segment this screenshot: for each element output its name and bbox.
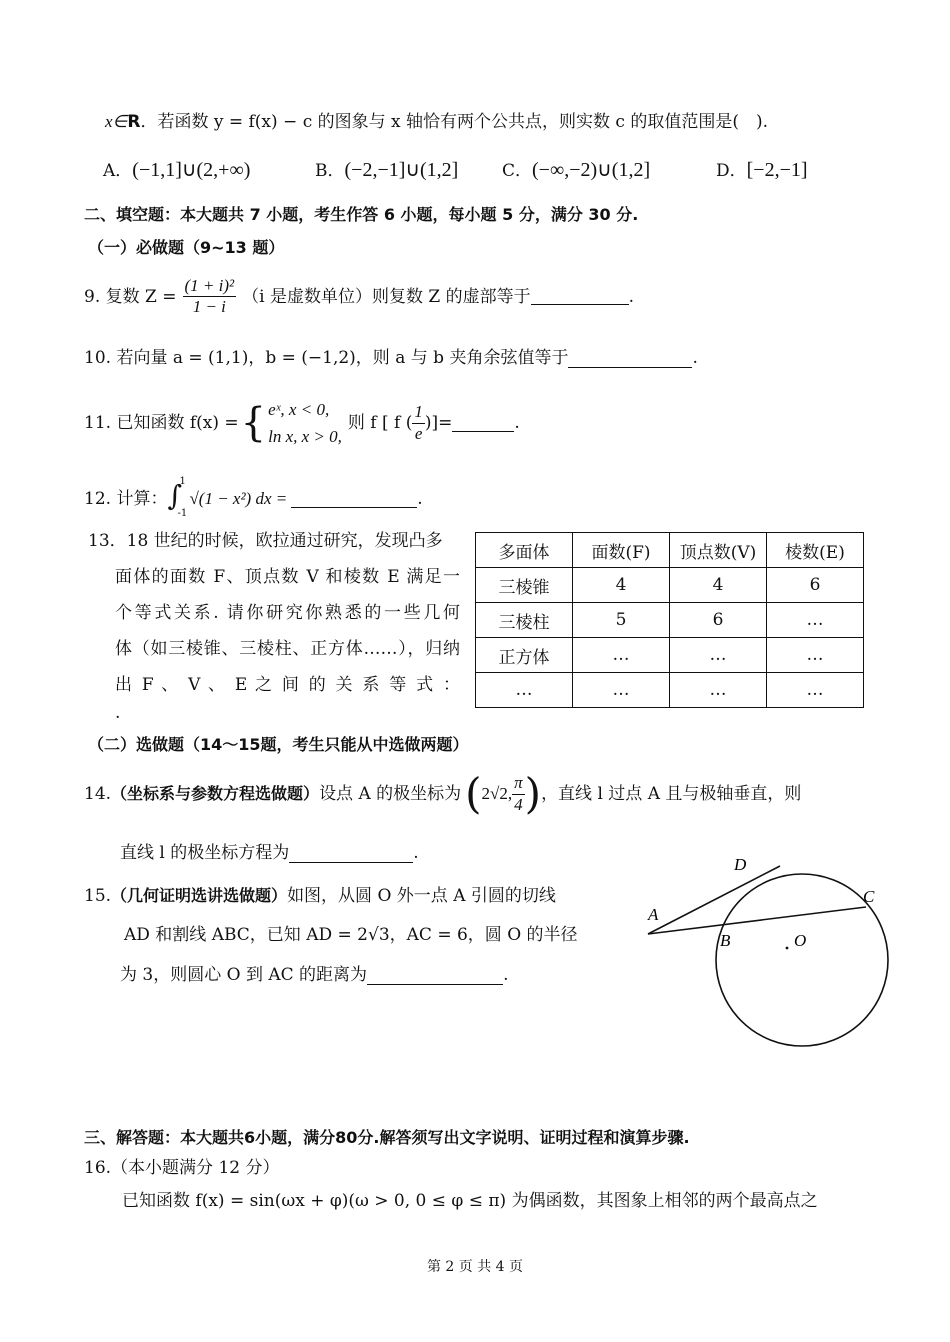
q15-answer-blank[interactable] (367, 968, 503, 985)
q13-line-6: . (115, 703, 121, 723)
q9-answer-blank[interactable] (531, 288, 629, 305)
center-point-o (786, 947, 789, 950)
section3-title: 三、解答题：本大题共6小题，满分80分.解答须写出文字说明、证明过程和演算步骤. (84, 1128, 690, 1147)
q14-answer-blank[interactable] (289, 846, 413, 863)
q15-figure (630, 848, 890, 1048)
q11-fraction: $\frac{1}{e}$ (414, 402, 423, 443)
label-a: A (648, 905, 659, 924)
q14: 14. （坐标系与参数方程选做题） 设点 A 的极坐标为 ( 2√2, $\frac{\pi}{4}$ ) ，直线 l 过点 A 且与极轴垂直，则 (84, 769, 802, 818)
left-paren-icon: ( (465, 769, 482, 818)
q12-answer-blank[interactable] (291, 491, 417, 508)
q13-line-3: 个等式关系. 请你研究你熟悉的一些几何 (115, 603, 460, 623)
q11-brace: { (240, 400, 267, 447)
table-row: 正方体 … … … (476, 638, 864, 673)
q16-header: 16.（本小题满分 12 分） (84, 1158, 280, 1178)
q8-stem-pre: x∈ (105, 112, 128, 131)
q8-option-d: D．[−2,−1] (716, 159, 808, 181)
section2-part2-title: （二）选做题（14～15题，考生只能从中选做两题） (88, 735, 469, 754)
q13-line-2: 面体的面数 F、顶点数 V 和棱数 E 满足一 (115, 567, 460, 587)
label-o: O (794, 931, 807, 950)
q12-integral: ∫ 1 -1 (167, 476, 188, 519)
q8-option-a: A．(−1,1]∪(2,+∞) (103, 159, 251, 181)
integral-sign-icon: ∫ (167, 479, 183, 512)
page-footer: 第 2 页 共 4 页 (426, 1259, 524, 1275)
q9: 9. 复数 Z = $\frac{\text{(1 + i)²}}{1 - i}$ （i 是虚数单位）则复数 Z 的虚部等于 . (84, 276, 634, 317)
q13-line-4: 体（如三棱锥、三棱柱、正方体……），归纳 (115, 639, 460, 659)
q13-line-1: 13．18 世纪的时候，欧拉通过研究，发现凸多 (88, 531, 443, 551)
table-row: … … … … (476, 673, 864, 708)
q15-line-3: 为 3，则圆心 O 到 AC 的距离为 . (120, 965, 509, 985)
q11-cases: eˣ, x < 0, ln x, x > 0, (268, 400, 342, 447)
label-c: C (863, 887, 875, 906)
q13-line-5: 出 F 、 V 、 E 之 间 的 关 系 等 式 ： (115, 675, 460, 695)
q11-answer-blank[interactable] (452, 415, 514, 432)
q11: 11. 已知函数 f(x) = { eˣ, x < 0, ln x, x > 0, 则 f [ f ( $\frac{1}{e}$ )]= . (84, 396, 520, 450)
table-row: 三棱锥 4 4 6 (476, 568, 864, 603)
q8-stem-text: ．若函数 y = f(x) − c 的图象与 x 轴恰有两个公共点，则实数 c 的取值范围是( ). (140, 112, 769, 132)
right-paren-icon: ) (524, 769, 542, 818)
q8-stem-r: R (127, 112, 141, 132)
q10-answer-blank[interactable] (568, 351, 692, 368)
q16-text: 已知函数 f(x) = sin(ωx + φ)(ω > 0, 0 ≤ φ ≤ π) 为偶函数，其图象上相邻的两个最高点之 (122, 1191, 818, 1211)
tangent-ad (648, 866, 780, 934)
polyhedron-table (475, 532, 864, 708)
q10: 10. 若向量 a = (1,1)，b = (−1,2)，则 a 与 b 夹角余弦值等于 . (84, 348, 698, 368)
q15-line-2: AD 和割线 ABC，已知 AD = 2√3，AC = 6，圆 O 的半径 (124, 925, 578, 945)
q9-fraction: $\frac{\text{(1 + i)²}}{1 - i}$ (184, 276, 235, 317)
secant-abc (648, 907, 866, 934)
label-b: B (720, 931, 731, 950)
q14-line-2: 直线 l 的极坐标方程为 . (120, 843, 419, 863)
label-d: D (734, 855, 747, 874)
q12: 12. 计算： ∫ 1 -1 √(1 − x²) dx = . (84, 476, 423, 519)
q8-stem (105, 112, 768, 132)
q14-fraction: $\frac{\pi}{4}$ (514, 773, 523, 814)
q15-line-1: 15.（几何证明选讲选做题）如图，从圆 O 外一点 A 引圆的切线 (84, 886, 556, 906)
q8-option-b: B．(−2,−1]∪(1,2] (315, 159, 459, 181)
section2-part1-title: （一）必做题（9~13 题） (88, 238, 285, 257)
table-header-row: 多面体 面数(F) 顶点数(V) 棱数(E) (476, 533, 864, 568)
table-row: 三棱柱 5 6 … (476, 603, 864, 638)
q8-option-c: C．(−∞,−2)∪(1,2] (502, 159, 651, 181)
section2-title: 二、填空题：本大题共 7 小题，考生作答 6 小题，每小题 5 分，满分 30 分. (84, 205, 639, 224)
